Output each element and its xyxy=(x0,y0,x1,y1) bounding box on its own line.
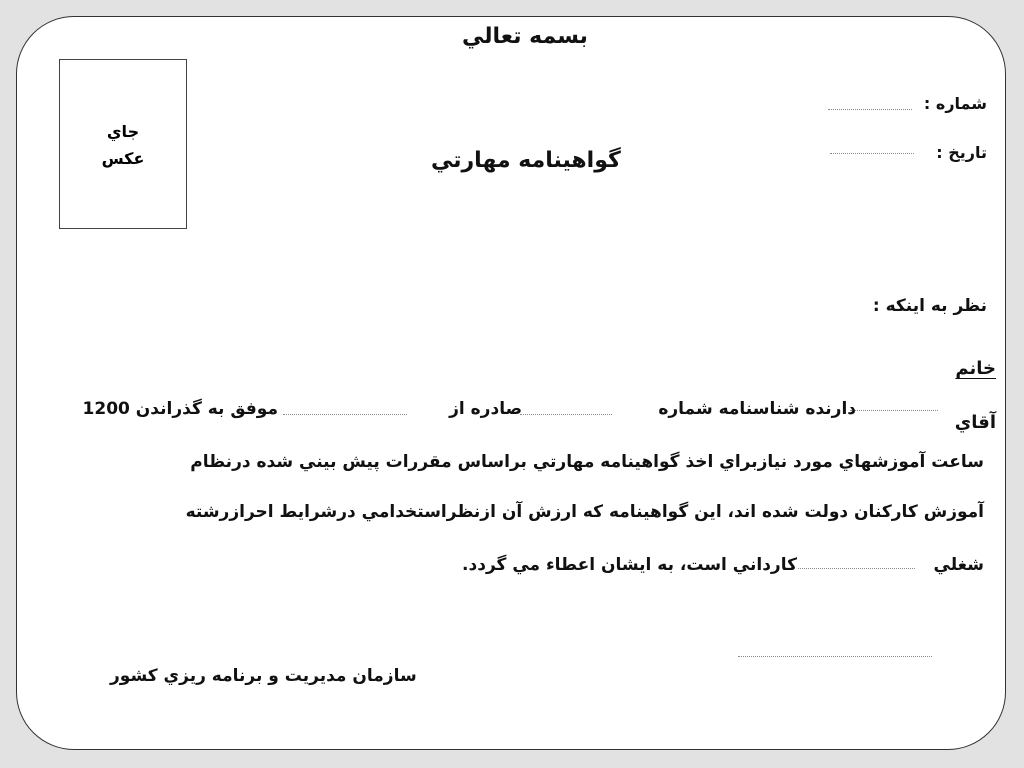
photo-label-line1: جاي xyxy=(106,122,140,141)
number-field[interactable] xyxy=(828,109,912,110)
body-line-2: ساعت آموزشهاي مورد نيازبراي اخذ گواهينامه مهارتي براساس مقررات پيش بيني شده درنظام xyxy=(190,452,984,472)
intro-text: نظر به اينكه : xyxy=(872,296,987,316)
body-line-3: آموزش كاركنان دولت شده اند، اين گواهينامه كه ارزش آن ازنظراستخدامي درشرايط احرازرشته xyxy=(185,502,984,522)
gender-female-label: خانم xyxy=(955,358,996,379)
photo-placeholder xyxy=(59,59,187,229)
holder-id-label: دارنده شناسنامه شماره xyxy=(658,399,856,419)
date-field[interactable] xyxy=(830,153,914,154)
job-field[interactable] xyxy=(798,568,915,569)
organization-name: سازمان مديريت و برنامه ريزي كشور xyxy=(110,666,417,686)
date-label: تاريخ : xyxy=(936,143,987,162)
gender-male-label: آقاي xyxy=(954,412,996,433)
basmala-heading: بسمه تعالي xyxy=(462,24,588,49)
issued-from-label: صادره از xyxy=(449,399,522,419)
signature-field[interactable] xyxy=(738,656,932,657)
photo-label-line2: عكس xyxy=(101,149,145,168)
body-line-4-end: كارداني است، به ايشان اعطاء مي گردد. xyxy=(462,555,797,575)
id-number-field[interactable] xyxy=(520,414,612,415)
issued-place-field[interactable] xyxy=(283,414,407,415)
completion-text: موفق به گذراندن 1200 xyxy=(82,399,278,419)
body-line-4-start: شغلي xyxy=(933,555,984,575)
name-field[interactable] xyxy=(850,410,938,411)
number-label: شماره : xyxy=(923,94,987,113)
certificate-title: گواهينامه مهارتي xyxy=(431,148,621,173)
